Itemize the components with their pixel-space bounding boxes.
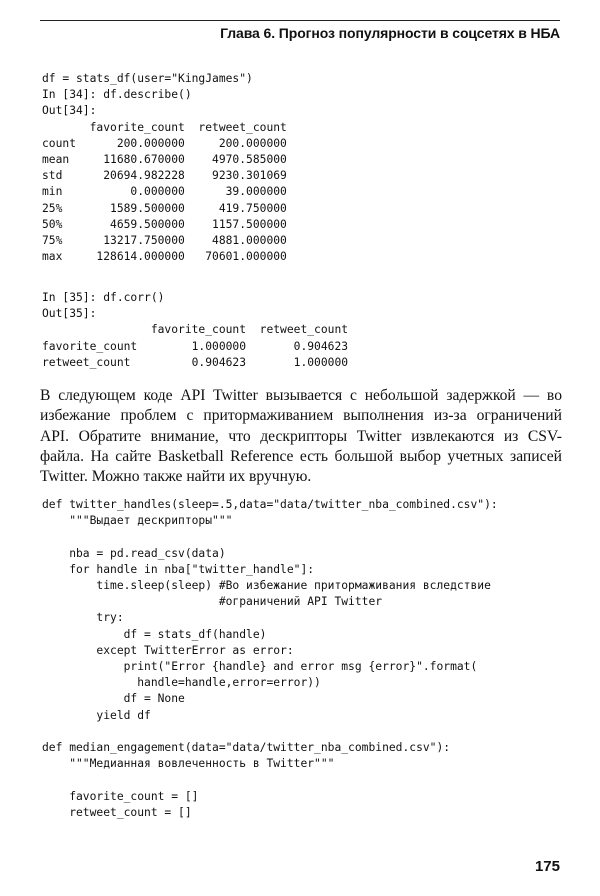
code-line: def median_engagement(data="data/twitter_nba_combined.csv"): bbox=[42, 741, 451, 755]
code-line: df = None bbox=[42, 692, 185, 706]
code-line: retweet_count = [] bbox=[42, 805, 192, 819]
code-line: """Выдает дескрипторы""" bbox=[42, 514, 233, 528]
code-line: time.sleep(sleep) #Во избежание притормаживания вследствие bbox=[42, 579, 491, 593]
code-line: df = stats_df(handle) bbox=[42, 627, 267, 641]
code-line: favorite_count = [] bbox=[42, 789, 199, 803]
code-line: print("Error {handle} and error msg {error}".format( bbox=[42, 660, 478, 674]
code-line bbox=[42, 725, 49, 738]
paragraph-line: В следующем коде API Twitter вызывается с небольшой задержкой — во bbox=[40, 387, 562, 404]
code-line: #ограничений API Twitter bbox=[42, 595, 383, 609]
code-line: def twitter_handles(sleep=.5,data="data/twitter_nba_combined.csv"): bbox=[42, 498, 498, 511]
code-line: try: bbox=[42, 611, 124, 625]
code-line: favorite_count retweet_count bbox=[42, 323, 349, 337]
header-rule bbox=[40, 20, 560, 21]
paragraph-line: API. Обратите внимание, что дескрипторы Twitter извлекаются из CSV- bbox=[40, 427, 562, 445]
code-line bbox=[42, 773, 49, 786]
code-line: In [34]: df.describe() bbox=[42, 88, 192, 102]
code-line: except TwitterError as error: bbox=[42, 643, 294, 657]
body-paragraph bbox=[40, 386, 562, 487]
code-line: nba = pd.read_csv(data) bbox=[42, 546, 226, 560]
code-line: df = stats_df(user="KingJames") bbox=[42, 72, 253, 85]
code-block-corr bbox=[42, 290, 348, 371]
code-line: retweet_count 0.904623 1.000000 bbox=[42, 355, 349, 369]
code-line: max 128614.000000 70601.000000 bbox=[42, 250, 287, 264]
code-line: for handle in nba["twitter_handle"]: bbox=[42, 562, 315, 576]
code-line: handle=handle,error=error)) bbox=[42, 676, 321, 690]
code-block-describe bbox=[42, 71, 287, 265]
code-line: min 0.000000 39.000000 bbox=[42, 185, 287, 199]
code-line: mean 11680.670000 4970.585000 bbox=[42, 153, 287, 167]
page-number: 175 bbox=[534, 858, 560, 875]
code-line: 25% 1589.500000 419.750000 bbox=[42, 201, 287, 215]
code-line: In [35]: df.corr() bbox=[42, 291, 165, 304]
code-block-functions bbox=[42, 497, 498, 821]
code-line bbox=[42, 530, 49, 543]
paragraph-line: избежание проблем с притормаживанием выполнения из-за ограничений bbox=[40, 407, 562, 425]
code-line: std 20694.982228 9230.301069 bbox=[42, 169, 287, 183]
code-line: favorite_count 1.000000 0.904623 bbox=[42, 339, 349, 353]
code-line: 50% 4659.500000 1157.500000 bbox=[42, 217, 287, 231]
code-line: Out[34]: bbox=[42, 104, 97, 118]
code-line: favorite_count retweet_count bbox=[42, 120, 287, 134]
code-line: """Медианная вовлеченность в Twitter""" bbox=[42, 757, 335, 771]
code-line: count 200.000000 200.000000 bbox=[42, 136, 287, 150]
code-line: Out[35]: bbox=[42, 307, 97, 321]
paragraph-line: Twitter. Можно также найти их вручную. bbox=[40, 468, 312, 486]
code-line: yield df bbox=[42, 708, 151, 722]
code-line: 75% 13217.750000 4881.000000 bbox=[42, 234, 287, 248]
running-title: Глава 6. Прогноз популярности в соцсетях в НБА bbox=[220, 25, 560, 41]
paragraph-line: файла. На сайте Basketball Reference есть большой выбор учетных записей bbox=[40, 447, 562, 465]
